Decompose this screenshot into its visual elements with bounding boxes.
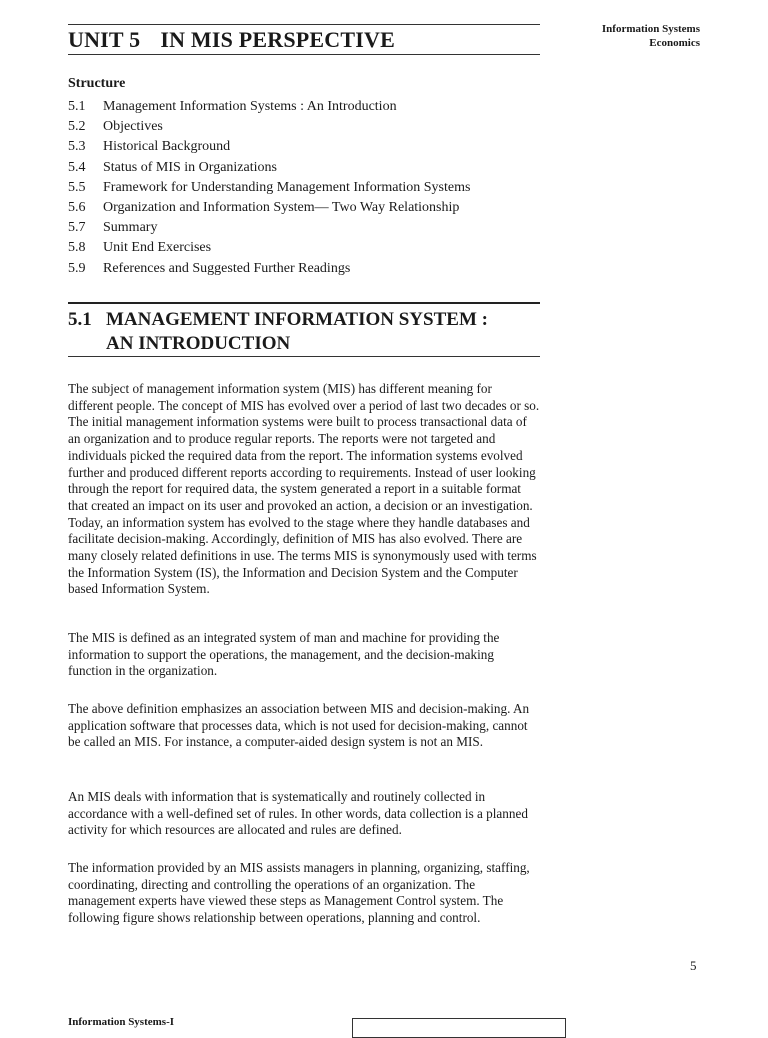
- toc-item-label: Management Information Systems : An Introduction: [103, 99, 397, 114]
- toc-item-number: 5.5: [68, 179, 86, 195]
- body-paragraph: The information provided by an MIS assists managers in planning, organizing, staffing, coordinating, directing and controlling the operations of an organization. The management experts have viewed these steps as Management Control system. The following figure shows relationship between operations, planning and control.: [68, 860, 530, 926]
- toc-item-label: Summary: [103, 220, 158, 236]
- table-of-contents: [68, 97, 540, 279]
- structure-heading: Structure: [68, 76, 126, 91]
- toc-item: [68, 97, 540, 117]
- body-paragraph: The above definition emphasizes an association between MIS and decision-making. An application software that processes data, which is not used for decision-making, cannot be called an MIS. For instance, a computer-aided design system is not an MIS.: [68, 701, 530, 750]
- toc-item-number: 5.8: [68, 240, 86, 256]
- toc-item-label: Framework for Understanding Management Information Systems: [103, 179, 471, 195]
- section-title: [106, 308, 536, 356]
- toc-item-number: 5.7: [68, 220, 86, 236]
- toc-item-number: 5.3: [68, 139, 86, 155]
- running-head-line2: Economics: [649, 37, 700, 49]
- toc-item-number: 5.9: [68, 260, 86, 276]
- unit-title: [68, 27, 395, 53]
- toc-item: [68, 158, 540, 178]
- toc-item-label: Objectives: [103, 119, 163, 135]
- body-paragraph: An MIS deals with information that is systematically and routinely collected in accordance with a well-defined set of rules. In other words, data collection is a planned activity for which resources are allocated and rules are defined.: [68, 789, 528, 838]
- toc-item: [68, 198, 540, 218]
- footer-label: Information Systems-I: [68, 1016, 175, 1028]
- toc-item-number: 5.2: [68, 119, 86, 135]
- section-title-line2: AN INTRODUCTION: [106, 333, 291, 354]
- toc-item: [68, 238, 540, 258]
- body-paragraph: The subject of management information system (MIS) has different meaning for different people. The concept of MIS has evolved over a period of last two decades or so. The initial management information systems were built to process transactional data of an organization and to produce regular reports. The reports were not targeted and individuals picked the required data from the report. The information systems evolved further and produced different reports according to requirements. Instead of user looking through the report for required data, the system generated a report in a suitable format that created an impact on its user and provoked an action, a decision or an investigation. Today, an information system has evolved to the stage where they handle databases and facilitate decision-making. Accordingly, definition of MIS has also evolved. There are many closely related definitions in use. The terms MIS is synonymously used with terms the Information System (IS), the Information and Decision System and the Computer based Information System.: [68, 381, 540, 597]
- toc-item: [68, 117, 540, 137]
- toc-item-number: 5.6: [68, 199, 86, 215]
- section-title-line1: MANAGEMENT INFORMATION SYSTEM :: [106, 309, 488, 330]
- section-heading: [68, 302, 540, 357]
- toc-item-label: Status of MIS in Organizations: [103, 159, 277, 175]
- body-paragraph: The MIS is defined as an integrated system of man and machine for providing the information to support the operations, the management, and the decision-making function in the organization.: [68, 630, 500, 679]
- unit-title-text: IN MIS PERSPECTIVE: [160, 27, 395, 52]
- toc-item-number: 5.1: [68, 99, 86, 114]
- toc-item: [68, 137, 540, 157]
- unit-label: UNIT 5: [68, 27, 141, 52]
- page-number: 5: [690, 958, 697, 973]
- toc-item-label: Organization and Information System— Two Way Relationship: [103, 199, 460, 215]
- toc-item: [68, 218, 540, 238]
- running-head-line1: Information Systems: [601, 23, 700, 35]
- toc-item-number: 5.4: [68, 159, 86, 175]
- running-head: [602, 22, 700, 50]
- footer-box: [352, 1018, 566, 1038]
- toc-item: [68, 259, 540, 279]
- unit-title-block: [68, 24, 540, 55]
- toc-item-label: Historical Background: [103, 139, 231, 155]
- toc-item-label: Unit End Exercises: [103, 240, 212, 256]
- toc-item: [68, 178, 540, 198]
- section-number: 5.1: [68, 309, 92, 330]
- toc-item-label: References and Suggested Further Readings: [103, 260, 351, 276]
